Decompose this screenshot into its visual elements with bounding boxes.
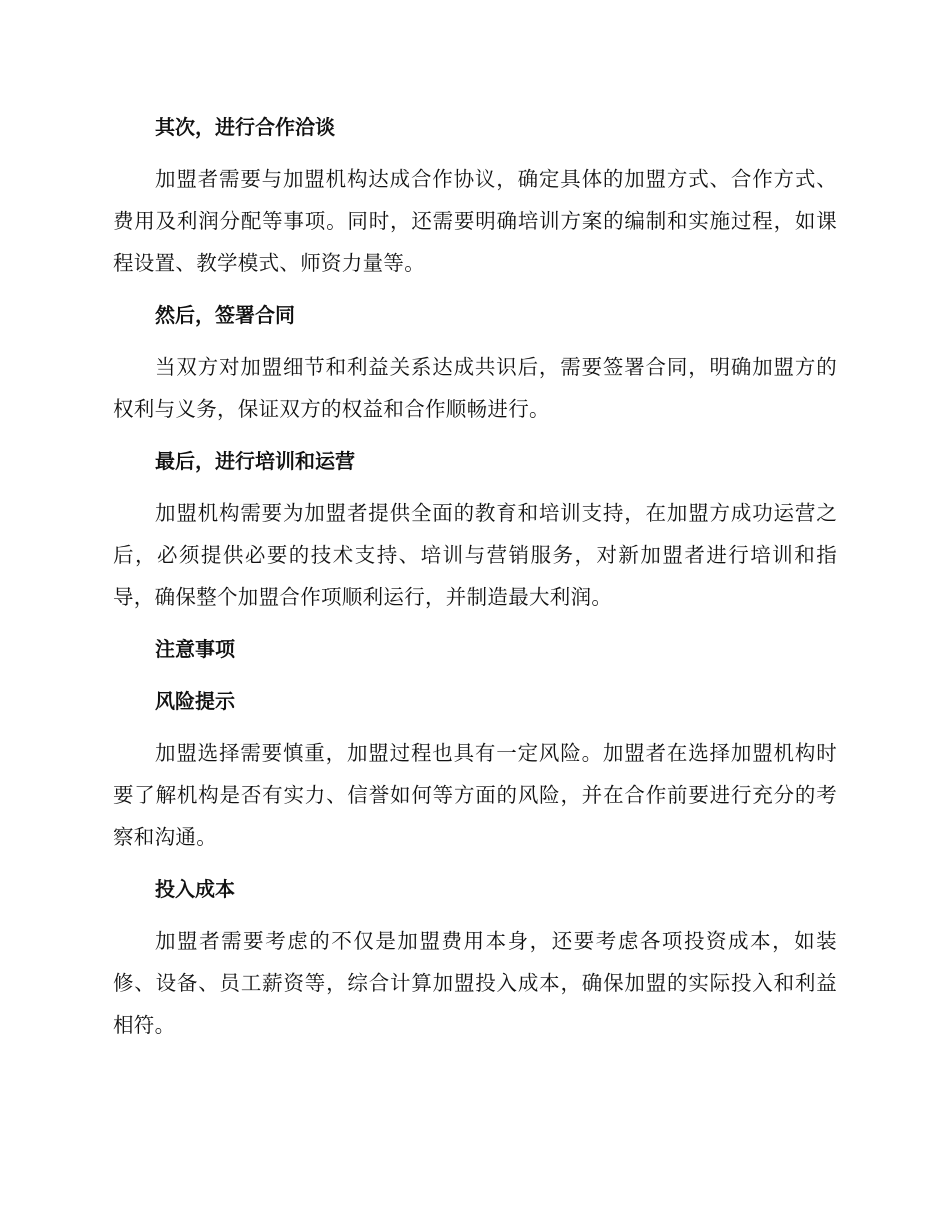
section-paragraph-risk: 加盟选择需要慎重，加盟过程也具有一定风险。加盟者在选择加盟机构时要了解机构是否有实力、信誉如何等方面的风险，并在合作前要进行充分的考察和沟通。 (113, 741, 837, 849)
section-paragraph-training: 加盟机构需要为加盟者提供全面的教育和培训支持，在加盟方成功运营之后，必须提供必要的技术支持、培训与营销服务，对新加盟者进行培训和指导，确保整个加盟合作项顺利运行，并制造最大利润。 (113, 501, 837, 609)
document-body (113, 106, 837, 1056)
section-heading-training: 最后，进行培训和运营 (155, 449, 355, 473)
section-heading-notes: 注意事项 (155, 637, 235, 661)
section-paragraph-cost: 加盟者需要考虑的不仅是加盟费用本身，还要考虑各项投资成本，如装修、设备、员工薪资等，综合计算加盟投入成本，确保加盟的实际投入和利益相符。 (113, 929, 837, 1037)
section-heading-cost: 投入成本 (155, 877, 235, 901)
section-paragraph-contract: 当双方对加盟细节和利益关系达成共识后，需要签署合同，明确加盟方的权利与义务，保证双方的权益和合作顺畅进行。 (113, 355, 837, 421)
section-paragraph-negotiation: 加盟者需要与加盟机构达成合作协议，确定具体的加盟方式、合作方式、费用及利润分配等事项。同时，还需要明确培训方案的编制和实施过程，如课程设置、教学模式、师资力量等。 (113, 167, 837, 275)
section-heading-contract: 然后，签署合同 (155, 303, 295, 327)
section-heading-risk: 风险提示 (155, 689, 235, 713)
section-heading-negotiation: 其次，进行合作洽谈 (155, 115, 335, 139)
